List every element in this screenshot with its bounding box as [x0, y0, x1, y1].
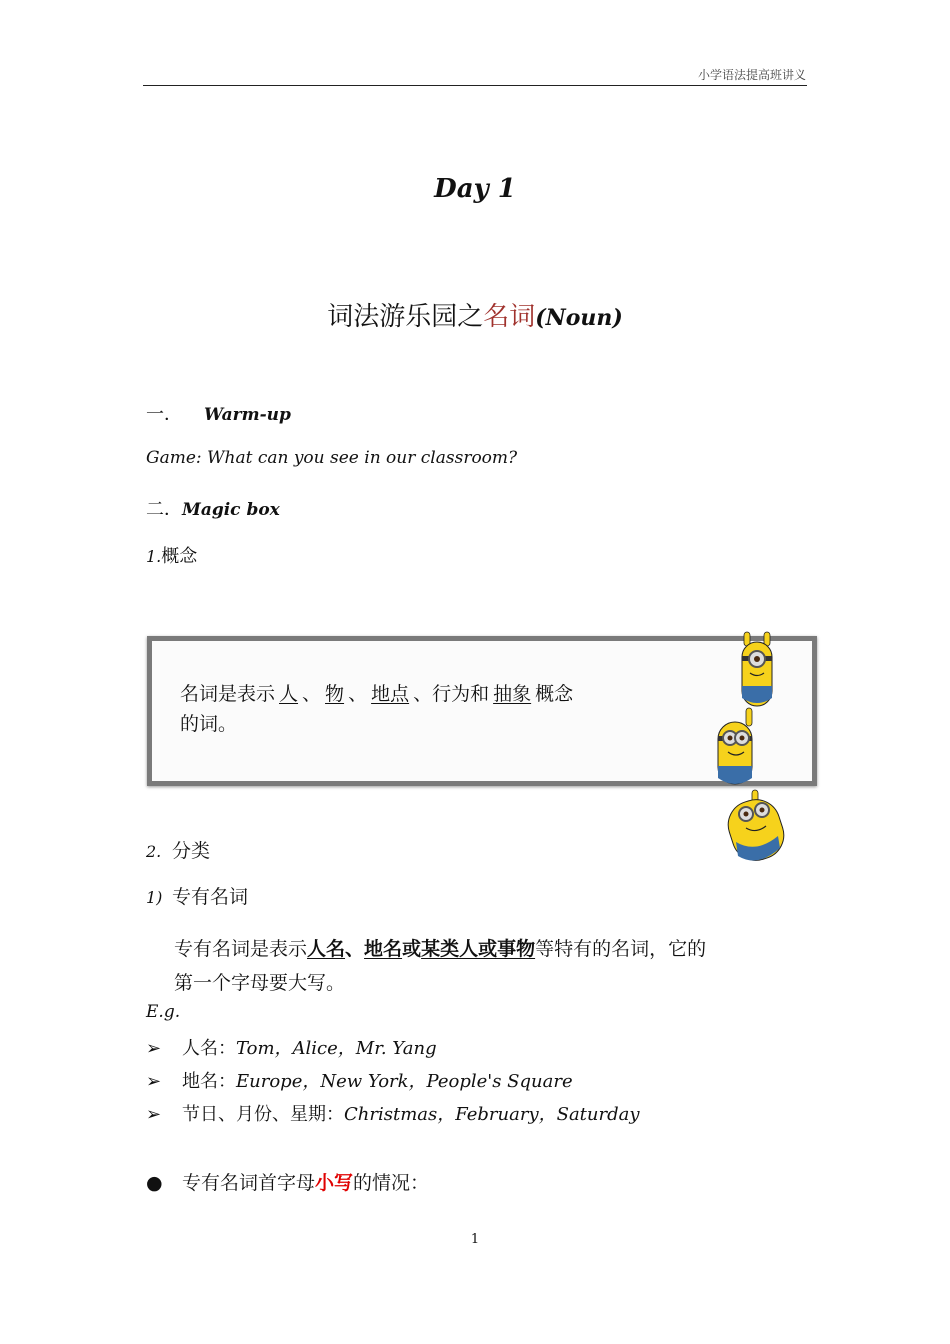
definition-keyword: 地名	[364, 938, 403, 960]
blank-abstract: 抽象	[493, 683, 532, 705]
board-text-part: 的词。	[180, 713, 238, 735]
section-number: 一．	[146, 404, 182, 425]
arrow-bullet-icon: ➢	[146, 1104, 162, 1125]
example-label: 人名：	[182, 1038, 236, 1059]
section-number: 二．	[146, 499, 182, 520]
example-value: Europe，New York，People's Square	[236, 1071, 573, 1092]
arrow-bullet-icon: ➢	[146, 1038, 162, 1059]
classify-number: 2.	[146, 842, 162, 861]
definition-text: 第一个字母要大写。	[174, 972, 346, 994]
definition-keyword: 人名	[307, 938, 346, 960]
board-text-part: 、	[348, 683, 368, 705]
section-warmup-heading	[146, 400, 291, 426]
board-text-part: 、行为和	[413, 683, 490, 705]
minion-icon	[718, 708, 752, 784]
minion-icon	[722, 790, 790, 867]
example-item	[146, 1034, 437, 1060]
note-highlight: 小写	[315, 1172, 354, 1194]
section-label: Magic box	[182, 500, 280, 520]
game-line: Game: What can you see in our classroom?	[146, 448, 518, 468]
board-text	[180, 679, 680, 739]
proper-noun-heading	[146, 882, 248, 909]
subtitle-highlight: 名词	[483, 302, 536, 332]
example-item	[146, 1100, 640, 1126]
note-text: 专有名词首字母	[182, 1172, 316, 1194]
concept-heading	[146, 542, 197, 568]
page-title: Day 1	[434, 174, 516, 204]
concept-label: 概念	[161, 546, 198, 567]
example-label: 节日、月份、星期：	[182, 1104, 344, 1125]
proper-definition	[174, 932, 814, 1000]
dot-bullet-icon: ●	[146, 1172, 163, 1194]
board-text-part: 名词是表示	[180, 683, 276, 705]
page-number: 1	[470, 1232, 480, 1247]
classify-label: 分类	[172, 840, 211, 862]
proper-label: 专有名词	[172, 886, 249, 908]
blank-place: 地点	[371, 683, 410, 705]
minions-illustration	[712, 628, 802, 878]
board-text-part: 概念	[535, 683, 574, 705]
page-subtitle	[0, 296, 950, 333]
subtitle-suffix: (Noun)	[535, 305, 623, 331]
proper-number: 1)	[146, 888, 163, 907]
concept-number: 1.	[146, 547, 162, 566]
subtitle-prefix: 词法游乐园之	[327, 302, 484, 332]
definition-text: 等特有的名词，它的	[535, 938, 707, 960]
definition-text: 专有名词是表示	[174, 938, 308, 960]
definition-text: 或	[402, 938, 422, 960]
classify-heading	[146, 836, 210, 863]
arrow-bullet-icon: ➢	[146, 1071, 162, 1092]
definition-keyword: 某类人或事物	[421, 938, 536, 960]
definition-text: 、	[345, 938, 365, 960]
example-value: Christmas，February，Saturday	[344, 1104, 640, 1125]
header-text: 小学语法提高班讲义	[697, 68, 806, 82]
blank-person: 人	[279, 683, 299, 705]
note-text: 的情况：	[353, 1172, 430, 1194]
example-label: 地名：	[182, 1071, 236, 1092]
blank-thing: 物	[325, 683, 345, 705]
lowercase-note	[146, 1168, 429, 1195]
eg-label: E.g.	[146, 1002, 181, 1022]
minion-icon	[742, 632, 772, 706]
section-magicbox-heading	[146, 495, 280, 521]
board-text-part: 、	[302, 683, 322, 705]
example-item	[146, 1067, 573, 1093]
example-value: Tom，Alice，Mr. Yang	[236, 1038, 437, 1059]
section-label: Warm-up	[204, 405, 291, 425]
header-rule	[143, 85, 807, 86]
